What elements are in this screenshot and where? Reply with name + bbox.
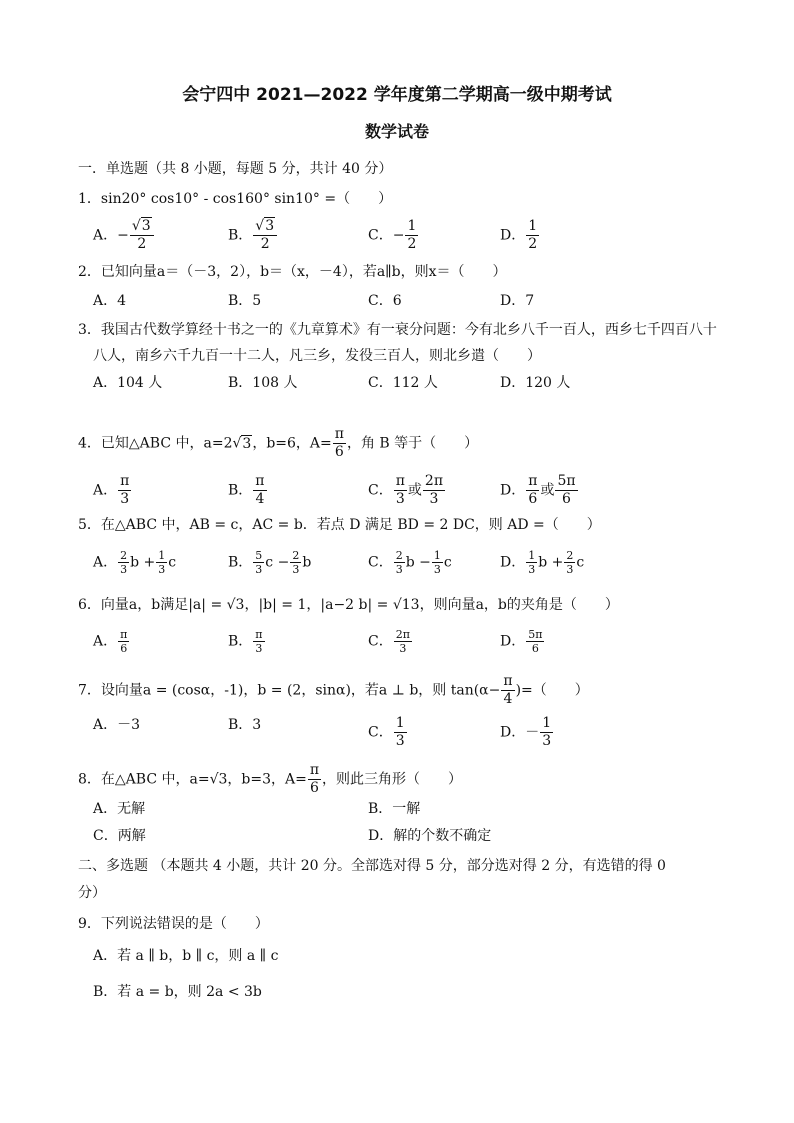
q4-option-d: D． $\frac{\pi}{6}$ 或 $\frac{5\pi}{6}$ — [500, 473, 576, 507]
q7-option-d: D．－ $\frac{1}{3}$ — [500, 715, 552, 749]
q8-option-c: C．两解 — [93, 828, 146, 844]
q4-option-b: B． $\frac{\pi}{4}$ — [228, 473, 265, 507]
q1-stem: 1．sin20° cos10° - cos160° sin10° =（ ） — [78, 191, 393, 207]
q1-option-c: C．− $\frac{1}{2}$ — [368, 218, 417, 252]
q1-option-d: D． $\frac{1}{2}$ — [500, 218, 538, 252]
q3-line2: 八人，南乡六千九百一十二人，凡三乡，发役三百人，则北乡遣（ ） — [93, 348, 541, 364]
q3-option-d: D．120 人 — [500, 375, 571, 391]
q8-option-a: A．无解 — [93, 801, 146, 817]
q2-option-d: D．7 — [500, 293, 535, 309]
q9-option-b: B．若 a = b，则 2a < 3b — [93, 984, 262, 1000]
q2-option-b: B．5 — [228, 293, 262, 309]
q5-option-b: B． $\frac{5}{3}$ c − $\frac{2}{3}$ b — [228, 549, 312, 576]
q4-option-c: C． $\frac{\pi}{3}$ 或 $\frac{2\pi}{3}$ — [368, 473, 444, 507]
q6-option-c: C． $\frac{2\pi}{3}$ — [368, 628, 410, 655]
q6-option-a: A． $\frac{\pi}{6}$ — [93, 628, 128, 655]
q2-option-c: C．6 — [368, 293, 402, 309]
q8-option-d: D．解的个数不确定 — [368, 828, 492, 844]
section1-heading: 一．单选题（共 8 小题，每题 5 分，共计 40 分） — [78, 161, 393, 177]
q7-stem: 7．设向量a = (cosα，-1)，b = (2，sinα)，若a ⊥ b，则 tan(α− $\frac{\pi}{4}$ )=（ ） — [78, 673, 589, 707]
q4-stem: 4．已知△ABC 中，a=2√3，b=6，A= $\frac{\pi}{6}$ ，角 B 等于（ ） — [78, 426, 479, 460]
q6-option-b: B． $\frac{\pi}{3}$ — [228, 628, 263, 655]
q3-option-a: A．104 人 — [93, 375, 163, 391]
q8-stem: 8．在△ABC 中，a=√3，b=3，A= $\frac{\pi}{6}$ ，则此三角形（ ） — [78, 762, 463, 796]
q3-option-b: B．108 人 — [228, 375, 298, 391]
q5-option-c: C． $\frac{2}{3}$ b − $\frac{1}{3}$ c — [368, 549, 452, 576]
q4-option-a: A． $\frac{\pi}{3}$ — [93, 473, 130, 507]
q7-option-b: B．3 — [228, 717, 262, 733]
q8-option-b: B．一解 — [368, 801, 421, 817]
q5-option-a: A． $\frac{2}{3}$ b + $\frac{1}{3}$ c — [93, 549, 177, 576]
section2-heading-line1: 二、多选题 （本题共 4 小题，共计 20 分。全部选对得 5 分，部分选对得 2 分，有选错的得 0 — [78, 858, 666, 874]
q6-option-d: D． $\frac{5\pi}{6}$ — [500, 628, 543, 655]
q6-stem: 6．向量a，b满足|a| = √3，|b| = 1，|a−2 b| = √13，则向量a，b的夹角是（ ） — [78, 597, 619, 613]
q9-option-a: A．若 a ∥ b，b ∥ c，则 a ∥ c — [93, 948, 279, 964]
q1-option-a: A．− $\frac{√3}{2}$ — [93, 218, 155, 253]
q7-option-a: A．－3 — [93, 717, 141, 733]
exam-subtitle: 数学试卷 — [364, 122, 429, 141]
q2-option-a: A．4 — [93, 293, 127, 309]
q7-option-c: C． $\frac{1}{3}$ — [368, 715, 405, 749]
q9-stem: 9．下列说法错误的是（ ） — [78, 916, 269, 932]
q1-option-b: B． $\frac{√3}{2}$ — [228, 218, 278, 253]
q5-stem: 5．在△ABC 中，AB = c，AC = b．若点 D 满足 BD = 2 DC，则 AD =（ ） — [78, 517, 601, 533]
exam-title: 会宁四中 2021—2022 学年度第二学期高一级中期考试 — [182, 85, 612, 105]
q5-option-d: D． $\frac{1}{3}$ b + $\frac{2}{3}$ c — [500, 549, 585, 576]
q2-stem: 2．已知向量a＝（－3，2），b＝（x，－4），若a∥b，则x＝（ ） — [78, 264, 507, 280]
q3-option-c: C．112 人 — [368, 375, 438, 391]
q3-line1: 3．我国古代数学算经十书之一的《九章算术》有一衰分问题：今有北乡八千一百人，西乡七千四百八十 — [78, 322, 717, 338]
section2-heading-line2: 分） — [78, 885, 106, 901]
